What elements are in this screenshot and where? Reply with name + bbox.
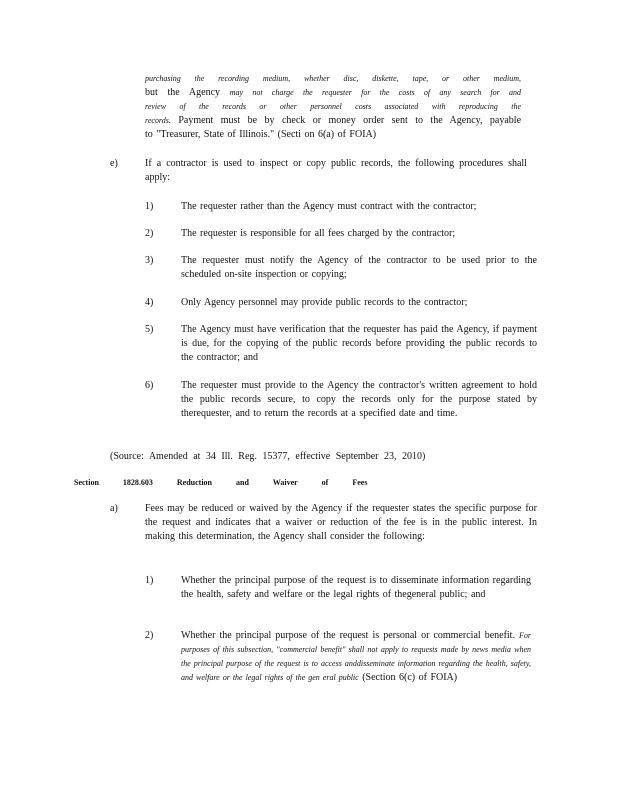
top-paragraph-line-4b: Payment must be by check or money order sent to the Agency, payable bbox=[178, 115, 522, 126]
item-a-label: a) bbox=[110, 503, 118, 514]
item-e-label: e) bbox=[110, 158, 118, 169]
top-paragraph-line-3: review of the records or other personnel costs associated with reproducing the bbox=[145, 102, 521, 111]
top-paragraph bbox=[145, 72, 521, 142]
a-subitem-2-text-a: Whether the principal purpose of the request is personal or commercial benefit. bbox=[181, 630, 515, 641]
a-subitem-1-text: Whether the principal purpose of the request is to disseminate information regarding the health, safety and welfare or the legal rights of thegeneral public; and bbox=[181, 575, 531, 600]
subitem-2-label: 2) bbox=[145, 228, 154, 239]
subitem-1-label: 1) bbox=[145, 201, 154, 212]
top-paragraph-line-4 bbox=[145, 114, 521, 128]
top-paragraph-line-2a: but the Agency bbox=[145, 87, 221, 98]
subitem-6-label: 6) bbox=[145, 380, 154, 391]
section-number: 1828.603 bbox=[122, 478, 153, 487]
item-e-text: If a contractor is used to inspect or copy public records, the following procedures shall apply: bbox=[145, 158, 527, 183]
subitem-4-text: Only Agency personnel may provide public records to the contractor; bbox=[181, 297, 468, 308]
top-paragraph-line-4a: records. bbox=[145, 116, 171, 125]
subitem-6-text: The requester must provide to the Agency the contractor's written agreement to hold the public records secure, to copy the records only for the purpose stated by therequester, and to return the records at a specified date and time. bbox=[181, 380, 537, 419]
subitem-3-label: 3) bbox=[145, 255, 154, 266]
top-paragraph-line-2b: may not charge the requester for the costs of any search for and bbox=[229, 88, 522, 97]
item-a-text: Fees may be reduced or waived by the Agency if the requester states the specific purpose for the request and indicates that a waiver or reduction of the fee is in the public interest. In making this determination, the Agency shall consider the following: bbox=[145, 503, 537, 542]
source-note: (Source: Amended at 34 Ill. Reg. 15377, effective September 23, 2010) bbox=[110, 451, 426, 462]
a-subitem-2-text-b: For purposes of this subsection, "commercial benefit" shall not apply to requests made by news media when the principal purpose of the request is to access anddisseminate information regarding the health, safety, and welfare or the legal rights of the gen eral public bbox=[181, 631, 532, 682]
a-subitem-2-text bbox=[181, 629, 531, 685]
subitem-5-text: The Agency must have verification that the requester has paid the Agency, if payment is due, for the copying of the public records before providing the public records to the contractor; and bbox=[181, 324, 537, 363]
section-title-2: and bbox=[236, 478, 249, 487]
section-heading bbox=[74, 476, 389, 490]
a-subitem-2-label: 2) bbox=[145, 630, 154, 641]
top-paragraph-line-5: to "Treasurer, State of Illinois." (Secti on 6(a) of FOIA) bbox=[145, 129, 377, 140]
top-paragraph-line-2 bbox=[145, 86, 521, 100]
subitem-4-label: 4) bbox=[145, 297, 154, 308]
subitem-3-text: The requester must notify the Agency of the contractor to be used prior to the scheduled on-site inspection or copying; bbox=[181, 255, 537, 280]
subitem-1-text: The requester rather than the Agency must contract with the contractor; bbox=[181, 201, 477, 212]
section-title-5: Fees bbox=[352, 478, 368, 487]
section-title-3: Waiver bbox=[272, 478, 298, 487]
a-subitem-2-text-c: (Section 6(c) of FOIA) bbox=[362, 672, 458, 683]
top-paragraph-line-1: purchasing the recording medium, whether disc, diskette, tape, or other medium, bbox=[145, 74, 521, 83]
subitem-2-text: The requester is responsible for all fees charged by the contractor; bbox=[181, 228, 456, 239]
a-subitem-1-label: 1) bbox=[145, 575, 154, 586]
section-word: Section bbox=[74, 478, 99, 487]
subitem-5-label: 5) bbox=[145, 324, 154, 335]
section-title-4: of bbox=[321, 478, 329, 487]
section-title-1: Reduction bbox=[176, 478, 213, 487]
